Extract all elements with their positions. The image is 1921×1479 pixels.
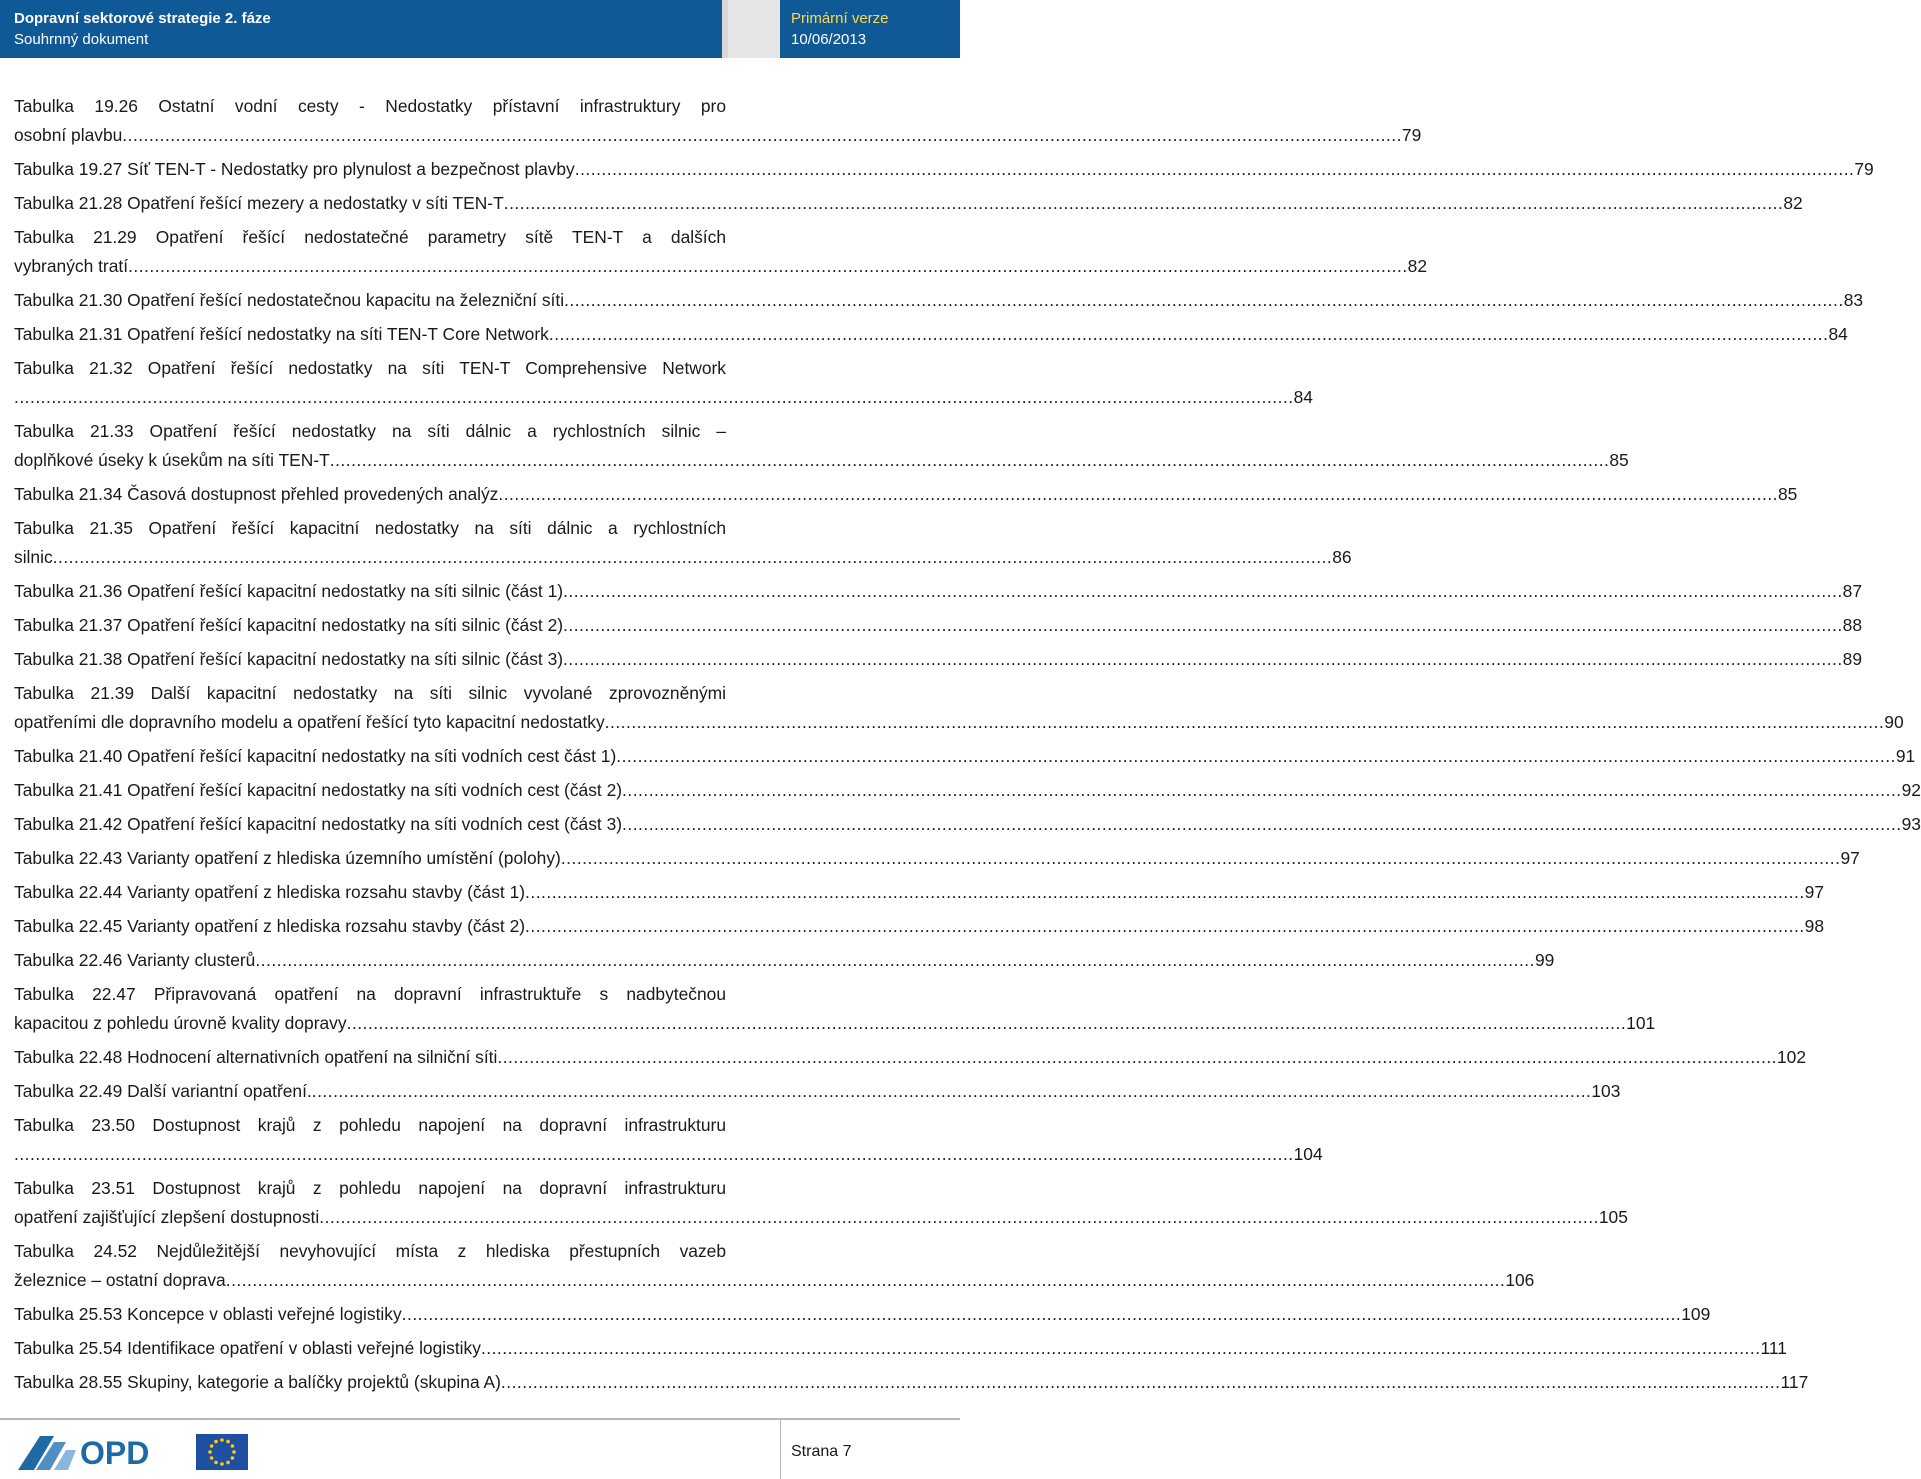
toc-page-number: 87 <box>1842 581 1862 601</box>
toc-entry[interactable] <box>14 286 1864 315</box>
dot-leader <box>481 1334 1761 1363</box>
toc-page-number: 105 <box>1598 1207 1628 1227</box>
toc-entry-title-cont: opatření zajišťující zlepšení dostupnosti <box>14 1207 320 1227</box>
toc-entry-title: Tabulka 21.34 Časová dostupnost přehled provedených analýz <box>14 484 499 504</box>
toc-entry-title-cont: osobní plavbu <box>14 125 123 145</box>
toc-entry-title: Tabulka 25.54 Identifikace opatření v oblasti veřejné logistiky <box>14 1338 481 1358</box>
toc-entry[interactable] <box>14 810 1921 839</box>
toc-page-number: 79 <box>1854 159 1874 179</box>
toc-entry[interactable] <box>14 776 1921 805</box>
toc-page-number: 102 <box>1776 1047 1806 1067</box>
toc-entry[interactable] <box>14 1174 1628 1232</box>
dot-leader <box>504 189 1784 218</box>
dot-leader <box>622 810 1902 839</box>
toc-entry-title: Tabulka 19.27 Síť TEN-T - Nedostatky pro plynulost a bezpečnost plavby <box>14 159 575 179</box>
toc-entry[interactable] <box>14 92 1422 150</box>
toc-page-number: 106 <box>1505 1270 1535 1290</box>
toc-page-number: 89 <box>1842 649 1862 669</box>
toc-entry-title: Tabulka 21.28 Opatření řešící mezery a nedostatky v síti TEN-T <box>14 193 504 213</box>
dot-leader <box>498 480 1778 509</box>
document-title: Dopravní sektorové strategie 2. fáze <box>14 10 271 27</box>
toc-entry-title: Tabulka 21.29 Opatření řešící nedostatečné parametry sítě TEN-T a dalších <box>14 227 726 247</box>
dot-leader <box>319 1203 1599 1232</box>
eu-star-icon <box>226 1440 230 1444</box>
dot-leader <box>622 776 1902 805</box>
toc-entry[interactable] <box>14 679 1904 737</box>
toc-entry[interactable] <box>14 480 1798 509</box>
footer-divider <box>780 1420 781 1479</box>
dot-leader <box>605 708 1885 737</box>
toc-entry-title: Tabulka 21.36 Opatření řešící kapacitní nedostatky na síti silnic (část 1) <box>14 581 564 601</box>
toc-entry[interactable] <box>14 514 1352 572</box>
eu-star-icon <box>214 1440 218 1444</box>
dot-leader <box>564 286 1844 315</box>
dot-leader <box>497 1043 1777 1072</box>
toc-entry-title: Tabulka 24.52 Nejdůležitější nevyhovující místa z hlediska přestupních vazeb <box>14 1241 726 1261</box>
dot-leader <box>563 577 1843 606</box>
toc-entry[interactable] <box>14 1237 1535 1295</box>
toc-entry-title: Tabulka 22.45 Varianty opatření z hlediska rozsahu stavby (část 2) <box>14 916 526 936</box>
toc-page-number: 86 <box>1332 547 1352 567</box>
toc-entry-title: Tabulka 19.26 Ostatní vodní cesty - Nedostatky přístavní infrastruktury pro <box>14 96 726 116</box>
toc-entry[interactable] <box>14 878 1824 907</box>
version-status: Primární verze <box>791 10 889 27</box>
toc-entry-title: Tabulka 22.46 Varianty clusterů <box>14 950 256 970</box>
toc-page-number: 97 <box>1804 882 1824 902</box>
toc-entry-title-cont: železnice – ostatní doprava <box>14 1270 226 1290</box>
list-of-tables <box>14 92 1921 1402</box>
toc-entry-title: Tabulka 21.33 Opatření řešící nedostatky na síti dálnic a rychlostních silnic – <box>14 421 726 441</box>
toc-entry-title: Tabulka 22.43 Varianty opatření z hlediska územního umístění (polohy) <box>14 848 561 868</box>
toc-entry[interactable] <box>14 1111 1323 1169</box>
toc-entry[interactable] <box>14 155 1874 184</box>
toc-entry[interactable] <box>14 189 1803 218</box>
toc-entry[interactable] <box>14 946 1555 975</box>
toc-entry[interactable] <box>14 1077 1621 1106</box>
dot-leader <box>501 1368 1781 1397</box>
toc-entry-title: Tabulka 22.44 Varianty opatření z hlediska rozsahu stavby (část 1) <box>14 882 526 902</box>
eu-star-icon <box>232 1450 236 1454</box>
toc-entry-title: Tabulka 22.49 Další variantní opatření. <box>14 1081 312 1101</box>
toc-entry-title-cont: vybraných tratí <box>14 256 129 276</box>
toc-entry-title: Tabulka 21.42 Opatření řešící kapacitní nedostatky na síti vodních cest (část 3) <box>14 814 623 834</box>
dot-leader <box>255 946 1535 975</box>
dot-leader <box>549 320 1829 349</box>
toc-page-number: 93 <box>1901 814 1921 834</box>
page-header <box>0 0 960 58</box>
toc-entry[interactable] <box>14 980 1656 1038</box>
toc-page-number: 117 <box>1780 1372 1809 1392</box>
toc-entry[interactable] <box>14 1334 1787 1363</box>
dot-leader <box>575 155 1855 184</box>
toc-entry-title: Tabulka 21.39 Další kapacitní nedostatky na síti silnic vyvolané zprovozněnými <box>14 683 726 703</box>
toc-entry-title: Tabulka 21.31 Opatření řešící nedostatky na síti TEN-T Core Network <box>14 324 549 344</box>
dot-leader <box>616 742 1896 771</box>
toc-entry-title-cont: doplňkové úseky k úsekům na síti TEN-T <box>14 450 330 470</box>
eu-star-icon <box>214 1461 218 1465</box>
dot-leader <box>525 912 1805 941</box>
toc-entry-title-cont: opatřeními dle dopravního modelu a opatření řešící tyto kapacitní nedostatky <box>14 712 605 732</box>
toc-entry[interactable] <box>14 742 1916 771</box>
dot-leader <box>330 446 1610 475</box>
dot-leader <box>312 1077 1592 1106</box>
eu-star-icon <box>220 1462 224 1466</box>
toc-page-number: 82 <box>1783 193 1803 213</box>
dot-leader <box>563 645 1843 674</box>
document-subtitle: Souhrnný dokument <box>14 31 149 48</box>
eu-star-icon <box>210 1444 214 1448</box>
toc-page-number: 85 <box>1609 450 1629 470</box>
toc-entry-title: Tabulka 21.38 Opatření řešící kapacitní nedostatky na síti silnic (část 3) <box>14 649 564 669</box>
toc-entry[interactable] <box>14 912 1824 941</box>
toc-page-number: 111 <box>1760 1338 1787 1358</box>
eu-star-icon <box>231 1456 235 1460</box>
toc-entry-title: Tabulka 21.40 Opatření řešící kapacitní nedostatky na síti vodních cest část 1) <box>14 746 617 766</box>
toc-page-number: 101 <box>1626 1013 1656 1033</box>
toc-entry[interactable] <box>14 354 1313 412</box>
opd-eu-logo <box>14 1430 254 1472</box>
toc-entry-title: Tabulka 21.35 Opatření řešící kapacitní nedostatky na síti dálnic a rychlostních <box>14 518 726 538</box>
toc-entry[interactable] <box>14 320 1848 349</box>
dot-leader <box>347 1009 1627 1038</box>
toc-page-number: 88 <box>1842 615 1862 635</box>
toc-entry[interactable] <box>14 611 1862 640</box>
toc-entry-title: Tabulka 21.30 Opatření řešící nedostatečnou kapacitu na železniční síti <box>14 290 565 310</box>
toc-page-number: 109 <box>1681 1304 1711 1324</box>
toc-page-number: 103 <box>1591 1081 1621 1101</box>
toc-page-number: 84 <box>1293 387 1313 407</box>
toc-entry[interactable] <box>14 223 1428 281</box>
toc-entry[interactable] <box>14 1043 1806 1072</box>
toc-entry-title: Tabulka 22.47 Připravovaná opatření na dopravní infrastruktuře s nadbytečnou <box>14 984 726 1004</box>
page-number: Strana 7 <box>791 1443 852 1460</box>
toc-page-number: 79 <box>1401 125 1422 145</box>
toc-entry-title: Tabulka 21.32 Opatření řešící nedostatky na síti TEN-T Comprehensive Network <box>14 358 726 378</box>
eu-star-icon <box>208 1450 212 1454</box>
toc-page-number: 97 <box>1840 848 1860 868</box>
eu-star-icon <box>226 1461 230 1465</box>
dot-leader <box>563 611 1843 640</box>
toc-page-number: 91 <box>1895 746 1916 766</box>
eu-star-icon <box>220 1438 224 1442</box>
eu-star-icon <box>210 1456 214 1460</box>
road-mark-icon <box>18 1436 76 1470</box>
toc-page-number: 84 <box>1828 324 1848 344</box>
toc-entry-title: Tabulka 22.48 Hodnocení alternativních opatření na silniční síti <box>14 1047 498 1067</box>
toc-page-number: 85 <box>1777 484 1798 504</box>
toc-page-number: 92 <box>1901 780 1921 800</box>
toc-page-number: 98 <box>1804 916 1824 936</box>
dot-leader <box>226 1266 1506 1295</box>
toc-entry[interactable] <box>14 1300 1711 1329</box>
toc-entry-title: Tabulka 28.55 Skupiny, kategorie a balíčky projektů (skupina A) <box>14 1372 501 1392</box>
toc-entry[interactable] <box>14 417 1629 475</box>
toc-entry-title-cont: silnic <box>14 547 53 567</box>
toc-entry-title-cont: kapacitou z pohledu úrovně kvality dopravy <box>14 1013 347 1033</box>
footer-rule <box>0 1418 960 1420</box>
eu-star-icon <box>231 1444 235 1448</box>
toc-entry-title: Tabulka 23.50 Dostupnost krajů z pohledu napojení na dopravní infrastrukturu <box>14 1115 726 1135</box>
toc-entry[interactable] <box>14 645 1862 674</box>
logo-text: OPD <box>80 1435 150 1471</box>
dot-leader <box>14 383 1294 412</box>
toc-page-number: 83 <box>1843 290 1864 310</box>
dot-leader <box>128 252 1408 281</box>
toc-entry-title: Tabulka 23.51 Dostupnost krajů z pohledu napojení na dopravní infrastrukturu <box>14 1178 726 1198</box>
toc-entry-title: Tabulka 25.53 Koncepce v oblasti veřejné logistiky <box>14 1304 402 1324</box>
toc-entry[interactable] <box>14 844 1860 873</box>
toc-page-number: 99 <box>1534 950 1555 970</box>
dot-leader <box>561 844 1841 873</box>
toc-entry-title: Tabulka 21.37 Opatření řešící kapacitní nedostatky na síti silnic (část 2) <box>14 615 564 635</box>
dot-leader <box>122 121 1402 150</box>
dot-leader <box>53 543 1333 572</box>
dot-leader <box>402 1300 1682 1329</box>
eu-flag-icon <box>196 1434 248 1470</box>
toc-entry-title: Tabulka 21.41 Opatření řešící kapacitní nedostatky na síti vodních cest (část 2) <box>14 780 623 800</box>
dot-leader <box>525 878 1805 907</box>
document-date: 10/06/2013 <box>791 31 867 48</box>
toc-page-number: 104 <box>1293 1144 1323 1164</box>
toc-entry[interactable] <box>14 1368 1809 1397</box>
dot-leader <box>14 1140 1294 1169</box>
toc-page-number: 82 <box>1407 256 1428 276</box>
toc-entry[interactable] <box>14 577 1862 606</box>
header-grey-block <box>728 0 780 58</box>
toc-page-number: 90 <box>1884 712 1904 732</box>
